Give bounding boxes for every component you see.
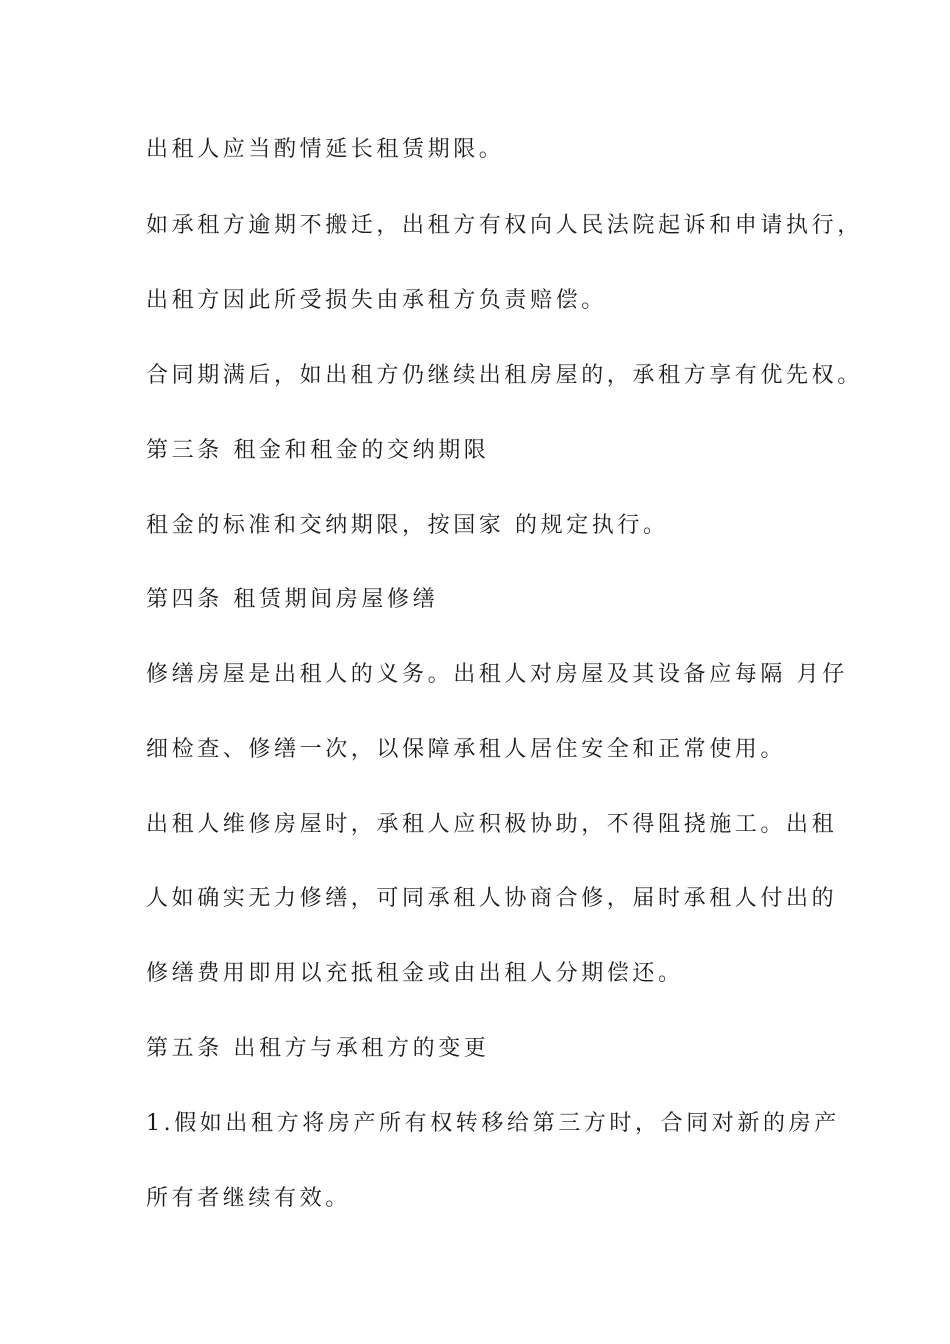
text-line: 细检查、修缮一次，以保障承租人居住安全和正常使用。 (146, 737, 787, 762)
text-line: 合同期满后，如出租方仍继续出租房屋的，承租方享有优先权。 (146, 363, 863, 388)
text-line: 人如确实无力修缮，可同承租人协商合修，届时承租人付出的 (146, 886, 838, 911)
text-line: 出租人维修房屋时，承租人应积极协助，不得阻挠施工。出租 (146, 812, 838, 837)
text-line: 如承租方逾期不搬迁，出租方有权向人民法院起诉和申请执行， (146, 213, 863, 238)
text-line: 出租人应当酌情延长租赁期限。 (146, 137, 505, 162)
text-line: 1.假如出租方将房产所有权转移给第三方时，合同对新的房产 (146, 1111, 840, 1136)
text-line: 所有者继续有效。 (146, 1186, 351, 1211)
text-line: 租金的标准和交纳期限，按国家 的规定执行。 (146, 513, 669, 538)
text-line: 修缮费用即用以充抵租金或由出租人分期偿还。 (146, 961, 684, 986)
section-heading: 第三条 租金和租金的交纳期限 (146, 438, 490, 463)
text-line: 出租方因此所受损失由承租方负责赔偿。 (146, 288, 607, 313)
text-line: 修缮房屋是出租人的义务。出租人对房屋及其设备应每隔 月仔 (146, 662, 848, 687)
section-heading: 第四条 租赁期间房屋修缮 (146, 587, 439, 612)
section-heading: 第五条 出租方与承租方的变更 (146, 1036, 490, 1061)
